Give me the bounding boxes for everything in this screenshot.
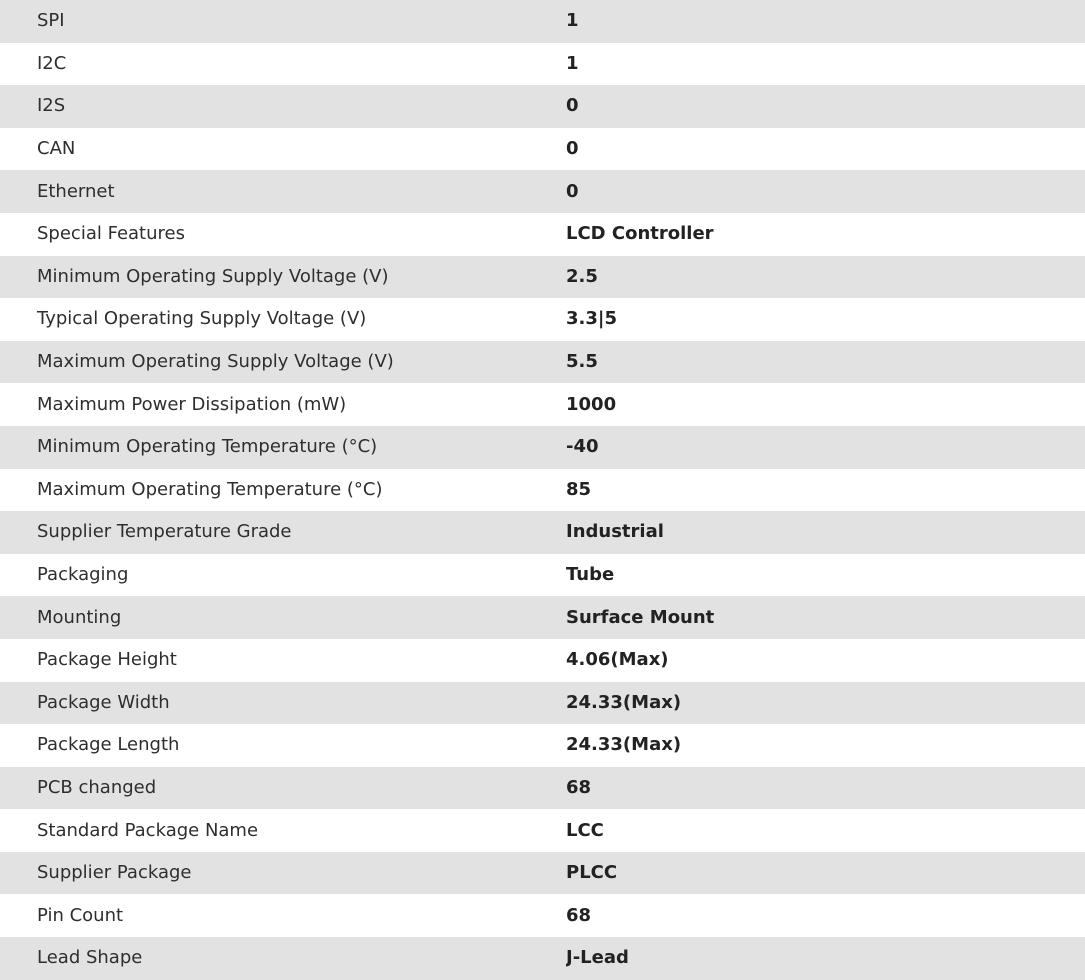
spec-value: J-Lead — [566, 947, 629, 969]
table-row — [0, 639, 1085, 682]
spec-label: Supplier Package — [37, 862, 192, 884]
spec-label: Typical Operating Supply Voltage (V) — [37, 308, 367, 330]
spec-label: Lead Shape — [37, 947, 143, 969]
spec-label: PCB changed — [37, 776, 157, 798]
spec-value: 0 — [566, 138, 579, 160]
spec-value: 1 — [566, 52, 579, 74]
spec-label: I2S — [37, 95, 66, 117]
spec-value: 1 — [566, 10, 579, 32]
spec-label: Maximum Operating Supply Voltage (V) — [37, 351, 394, 373]
spec-value: 5.5 — [566, 351, 598, 373]
spec-label: Pin Count — [37, 904, 124, 926]
table-row — [0, 894, 1085, 937]
table-row — [0, 0, 1085, 43]
spec-label: Minimum Operating Temperature (°C) — [37, 436, 378, 458]
spec-value: 24.33(Max) — [566, 691, 682, 713]
table-row — [0, 85, 1085, 128]
table-row — [0, 596, 1085, 639]
spec-value: 68 — [566, 904, 592, 926]
spec-value: 0 — [566, 95, 579, 117]
spec-value: 4.06(Max) — [566, 649, 669, 671]
table-row — [0, 43, 1085, 86]
spec-value: 85 — [566, 478, 592, 500]
spec-label: Maximum Operating Temperature (°C) — [37, 478, 383, 500]
table-row — [0, 213, 1085, 256]
spec-value: 3.3|5 — [566, 308, 617, 330]
table-row — [0, 767, 1085, 810]
table-row — [0, 426, 1085, 469]
spec-value: Surface Mount — [566, 606, 715, 628]
spec-value: LCD Controller — [566, 223, 714, 245]
spec-value: 24.33(Max) — [566, 734, 682, 756]
spec-label: Package Height — [37, 649, 177, 671]
spec-label: Minimum Operating Supply Voltage (V) — [37, 265, 389, 287]
spec-value: 0 — [566, 180, 579, 202]
table-row — [0, 724, 1085, 767]
spec-value: PLCC — [566, 862, 618, 884]
table-row — [0, 682, 1085, 725]
table-row — [0, 256, 1085, 299]
table-row — [0, 298, 1085, 341]
spec-label: Package Length — [37, 734, 180, 756]
spec-value: -40 — [566, 436, 599, 458]
table-row — [0, 170, 1085, 213]
spec-value: 68 — [566, 776, 592, 798]
spec-value: Tube — [566, 564, 615, 586]
table-row — [0, 469, 1085, 512]
table-row — [0, 511, 1085, 554]
spec-label: Package Width — [37, 691, 170, 713]
spec-label: Packaging — [37, 564, 129, 586]
table-row — [0, 383, 1085, 426]
table-row — [0, 937, 1085, 980]
spec-value: 1000 — [566, 393, 617, 415]
spec-label: CAN — [37, 138, 76, 160]
spec-label: SPI — [37, 10, 65, 32]
spec-label: Standard Package Name — [37, 819, 259, 841]
table-row — [0, 128, 1085, 171]
table-row — [0, 852, 1085, 895]
spec-label: Ethernet — [37, 180, 115, 202]
spec-value: LCC — [566, 819, 604, 841]
spec-label: Maximum Power Dissipation (mW) — [37, 393, 347, 415]
spec-label: Supplier Temperature Grade — [37, 521, 292, 543]
spec-label: Special Features — [37, 223, 185, 245]
spec-value: 2.5 — [566, 265, 598, 287]
spec-label: I2C — [37, 52, 67, 74]
table-row — [0, 554, 1085, 597]
spec-value: Industrial — [566, 521, 664, 543]
table-row — [0, 809, 1085, 852]
spec-label: Mounting — [37, 606, 122, 628]
table-row — [0, 341, 1085, 384]
